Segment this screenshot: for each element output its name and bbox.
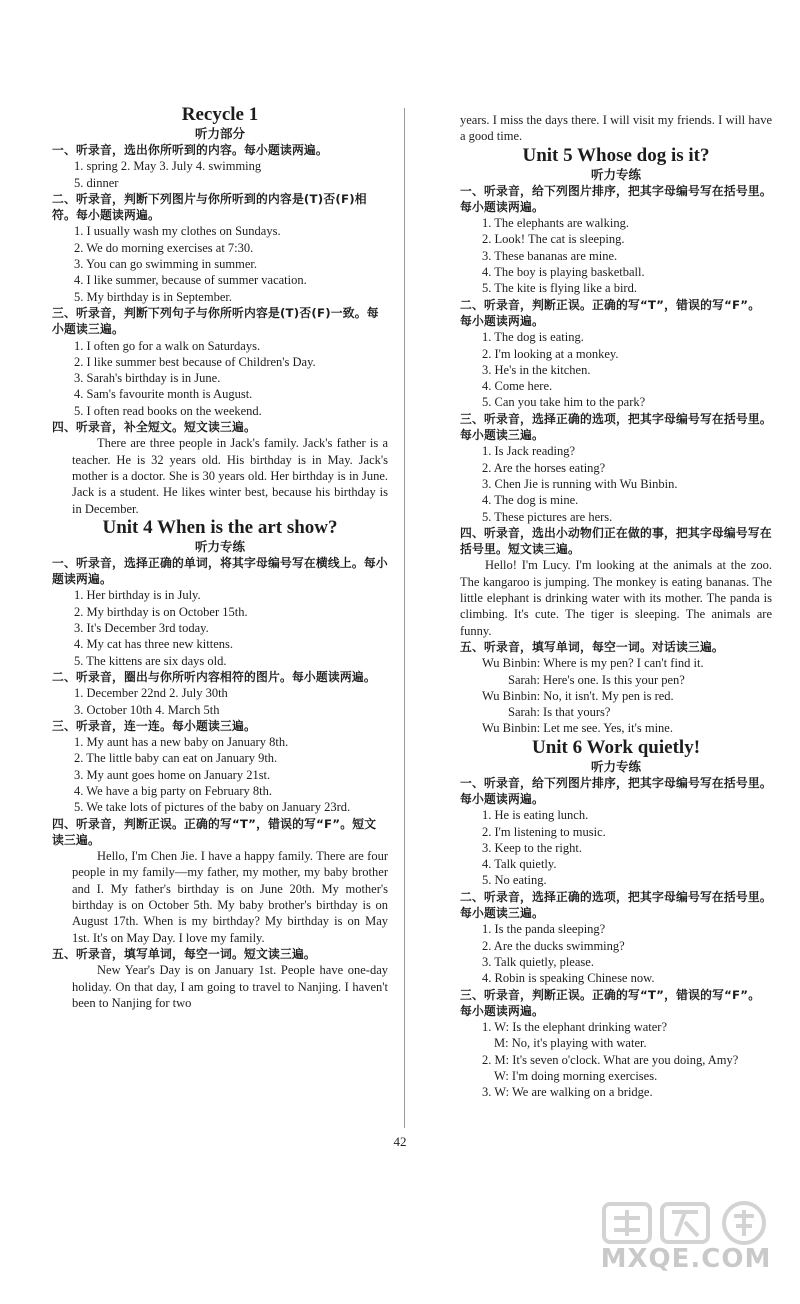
item: 2. I like summer best because of Children's Day. — [74, 354, 316, 369]
item: 3. Chen Jie is running with Wu Binbin. — [482, 476, 678, 491]
section-instruction: 五、听录音，填写单词，每空一词。短文读三遍。 — [52, 946, 316, 961]
item: 2. We do morning exercises at 7:30. — [74, 240, 254, 255]
passage: There are three people in Jack's family. Jack's father is a teacher. He is 32 years old. His birthday is in May. Jack's mother is a doctor. She is 30 years old. Her birthday is in June. Jack is a student. He likes winter best, because his birthday is in December. — [72, 436, 388, 516]
column-divider — [404, 108, 405, 1128]
section-instruction: 三、听录音，连一连。每小题读三遍。 — [52, 718, 256, 733]
item: 4. We have a big party on February 8th. — [74, 783, 273, 798]
item: 1. spring 2. May 3. July 4. swimming — [74, 159, 262, 174]
item: 3. Sarah's birthday is in June. — [74, 371, 221, 386]
section-instruction: 二、听录音，选择正确的选项，把其字母编号写在括号里。每小题读三遍。 — [460, 889, 772, 921]
item: 5. We take lots of pictures of the baby on January 23rd. — [74, 800, 351, 815]
item: 3. W: We are walking on a bridge. — [482, 1085, 653, 1100]
dialogue-line: Sarah: Here's one. Is this your pen? — [508, 672, 685, 687]
item: 2. Are the ducks swimming? — [482, 938, 625, 953]
item: 1. Is the panda sleeping? — [482, 922, 606, 937]
unit-title: Unit 4 When is the art show? — [102, 516, 338, 538]
right-column — [460, 112, 772, 1101]
item: 3. My aunt goes home on January 21st. — [74, 767, 271, 782]
item: 4. Sam's favourite month is August. — [74, 387, 253, 402]
item: 4. The dog is mine. — [482, 493, 579, 508]
item: 2. M: It's seven o'clock. What are you doing, Amy? — [482, 1052, 739, 1067]
item: 1. I usually wash my clothes on Sundays. — [74, 224, 281, 239]
passage: Hello, I'm Chen Jie. I have a happy family. There are four people in my family—my father, my mother, my baby brother and I. My father's birthday is on June 20th. My mother's birthday is on October 5th. My baby brother's birthday is on August 17th. When is my birthday? My birthday is on May 1st. It's on May Day. I love my family. — [72, 849, 388, 945]
item: 3. October 10th 4. March 5th — [74, 702, 220, 717]
item: 1. The elephants are walking. — [482, 216, 629, 231]
section-instruction: 三、听录音，判断下列句子与你所听内容是(T)否(F)一致。每小题读三遍。 — [52, 305, 379, 337]
passage: Hello! I'm Lucy. I'm looking at the animals at the zoo. The kangaroo is jumping. The monkey is eating bananas. The little elephant is drinking water with its mother. The panda is climbing. It's cute. The tiger is sleeping. The animals are funny. — [460, 558, 772, 638]
item: 4. My cat has three new kittens. — [74, 637, 233, 652]
item: 5. The kite is flying like a bird. — [482, 281, 637, 296]
dialogue-line: Wu Binbin: No, it isn't. My pen is red. — [482, 688, 674, 703]
item: 2. My birthday is on October 15th. — [74, 604, 248, 619]
item: 4. Talk quietly. — [482, 857, 557, 872]
section-instruction: 二、听录音，判断下列图片与你所听到的内容是(T)否(F)相符。每小题读两遍。 — [52, 191, 367, 223]
unit-title: Unit 5 Whose dog is it? — [522, 144, 710, 166]
unit-subheading: 听力专练 — [590, 166, 641, 182]
section-instruction: 四、听录音，选出小动物们正在做的事，把其字母编号写在括号里。短文读三遍。 — [460, 525, 772, 557]
item: 5. dinner — [74, 175, 119, 190]
item: 3. These bananas are mine. — [482, 248, 618, 263]
section-instruction: 一、听录音，给下列图片排序，把其字母编号写在括号里。每小题读两遍。 — [460, 775, 772, 806]
item: 2. The little baby can eat on January 9th. — [74, 751, 278, 766]
section-instruction: 四、听录音，判断正误。正确的写“T”，错误的写“F”。短文读三遍。 — [52, 816, 377, 847]
item: 5. My birthday is in September. — [74, 289, 232, 304]
item: 2. I'm looking at a monkey. — [482, 346, 619, 361]
item: 4. Robin is speaking Chinese now. — [482, 971, 655, 986]
section-instruction: 一、听录音，选择正确的单词，将其字母编号写在横线上。每小题读两遍。 — [52, 555, 388, 587]
item: M: No, it's playing with water. — [494, 1036, 647, 1051]
page-number: 42 — [393, 1134, 407, 1149]
unit-subheading: 听力专练 — [194, 538, 245, 554]
item: 5. I often read books on the weekend. — [74, 403, 262, 418]
section-instruction: 二、听录音，圈出与你所听内容相符的图片。每小题读两遍。 — [52, 669, 376, 684]
dialogue-line: Sarah: Is that yours? — [508, 705, 611, 720]
item: 1. He is eating lunch. — [482, 808, 589, 823]
item: 1. The dog is eating. — [482, 330, 584, 345]
item: 5. No eating. — [482, 873, 547, 888]
passage: New Year's Day is on January 1st. People have one-day holiday. On that day, I am going to travel to Nanjing. I haven't been to Nanjing for two — [72, 963, 388, 1010]
item: 4. Come here. — [482, 379, 553, 394]
left-column — [52, 104, 388, 1011]
item: 2. Are the horses eating? — [482, 460, 606, 475]
item: 1. December 22nd 2. July 30th — [74, 686, 228, 701]
unit-title: Unit 6 Work quietly! — [531, 736, 701, 758]
item: 1. I often go for a walk on Saturdays. — [74, 338, 261, 353]
recycle-title: Recycle 1 — [181, 104, 259, 125]
dialogue-line: Wu Binbin: Let me see. Yes, it's mine. — [482, 721, 673, 736]
recycle-subheading: 听力部分 — [194, 126, 245, 141]
item: 4. I like summer, because of summer vacation. — [74, 273, 307, 288]
unit-subheading: 听力专练 — [590, 758, 641, 774]
dialogue-line: Wu Binbin: Where is my pen? I can't find it. — [482, 656, 704, 671]
item: 2. Look! The cat is sleeping. — [482, 232, 625, 247]
watermark-logo-icon — [596, 1198, 776, 1248]
section-instruction: 一、听录音，给下列图片排序，把其字母编号写在括号里。每小题读两遍。 — [460, 183, 772, 214]
item: 1. My aunt has a new baby on January 8th. — [74, 735, 289, 750]
item: 1. Her birthday is in July. — [74, 588, 201, 603]
item: 3. Keep to the right. — [482, 840, 582, 855]
section-instruction: 四、听录音，补全短文。短文读三遍。 — [52, 420, 256, 435]
item: 1. W: Is the elephant drinking water? — [482, 1020, 668, 1035]
watermark-site: MXQE.COM — [600, 1244, 772, 1274]
watermark — [596, 1198, 776, 1290]
section-instruction: 一、听录音，选出你所听到的内容。每小题读两遍。 — [52, 143, 328, 157]
item: 5. Can you take him to the park? — [482, 395, 646, 410]
section-instruction: 三、听录音，选择正确的选项，把其字母编号写在括号里。每小题读三遍。 — [460, 411, 772, 443]
item: 3. It's December 3rd today. — [74, 621, 209, 636]
item: 3. You can go swimming in summer. — [74, 257, 257, 272]
item: 2. I'm listening to music. — [482, 824, 606, 839]
item: 5. The kittens are six days old. — [74, 653, 227, 668]
section-instruction: 五、听录音，填写单词，每空一词。对话读三遍。 — [460, 639, 724, 654]
passage-continued: years. I miss the days there. I will visit my friends. I will have a good time. — [460, 113, 772, 144]
item: 3. Talk quietly, please. — [482, 954, 594, 969]
item: 3. He's in the kitchen. — [482, 362, 591, 377]
item: 5. These pictures are hers. — [482, 509, 613, 524]
item: W: I'm doing morning exercises. — [494, 1069, 658, 1084]
section-instruction: 三、听录音，判断正误。正确的写“T”，错误的写“F”。每小题读两遍。 — [460, 987, 761, 1018]
item: 4. The boy is playing basketball. — [482, 265, 645, 280]
section-instruction: 二、听录音，判断正误。正确的写“T”，错误的写“F”。每小题读两遍。 — [460, 297, 761, 328]
item: 1. Is Jack reading? — [482, 444, 576, 459]
